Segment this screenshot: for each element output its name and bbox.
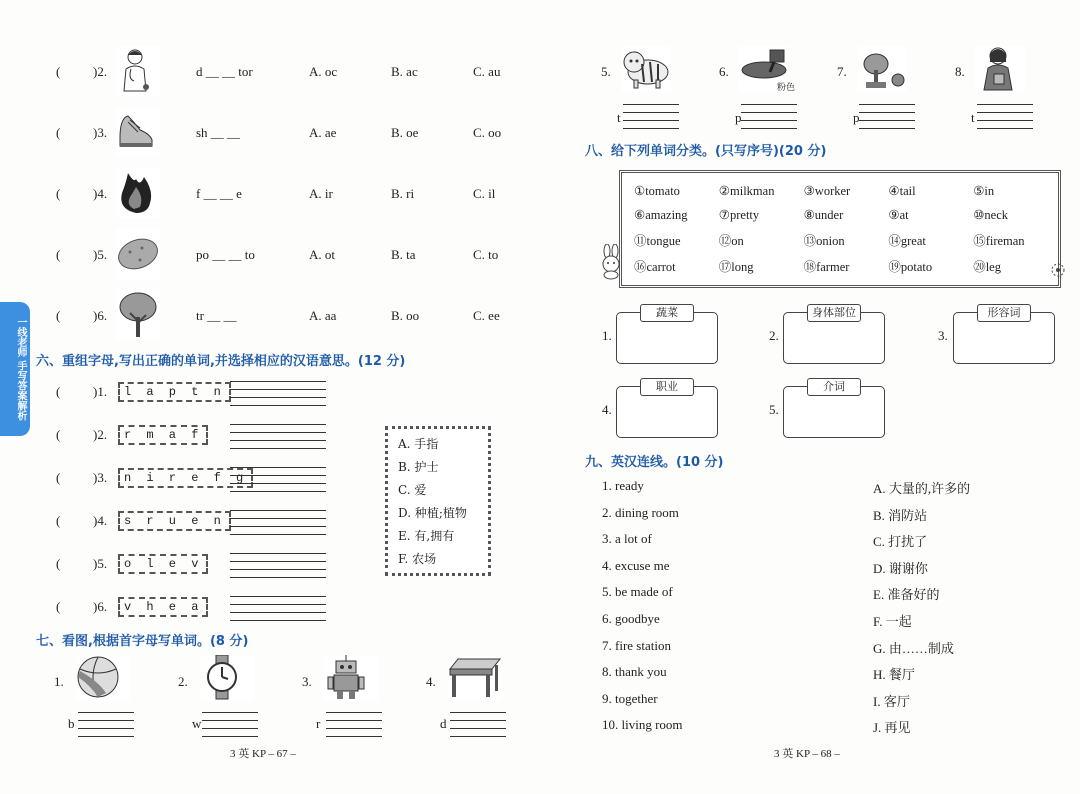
match-english-item[interactable]: 10. living room (602, 717, 683, 733)
option-item: B. 护士 (398, 460, 439, 474)
first-letter: w (192, 716, 202, 731)
match-english-item[interactable]: 6. goodbye (602, 611, 660, 626)
paren: ( (56, 64, 61, 79)
question-number: )6. (93, 599, 108, 614)
paren: ( (56, 125, 61, 140)
option-c[interactable]: C. oo (473, 125, 502, 140)
paren: ( (56, 384, 61, 399)
word-item: ⑪tongue (634, 234, 681, 248)
first-letter: p (735, 110, 742, 125)
paren: ( (56, 427, 61, 442)
options-box (385, 426, 491, 576)
item-number: 6. (719, 64, 729, 79)
tiger-icon (621, 46, 671, 92)
shoe-icon (116, 107, 160, 157)
answer-lines[interactable] (230, 546, 326, 578)
option-item: F. 农场 (398, 552, 437, 566)
word-item: ⑭great (888, 234, 926, 248)
question-number: )4. (93, 186, 108, 201)
match-english-item[interactable]: 2. dining room (602, 504, 679, 520)
match-chinese-item[interactable]: D. 谢谢你 (873, 560, 928, 576)
answer-lines[interactable] (230, 460, 326, 492)
answer-lines[interactable] (230, 503, 326, 535)
question-number: )6. (93, 308, 108, 323)
option-b[interactable]: B. ta (391, 247, 416, 262)
ball-icon (76, 655, 130, 701)
word-item: ⑥amazing (634, 208, 688, 222)
match-english-item[interactable]: 3. a lot of (602, 531, 652, 547)
option-c[interactable]: C. to (473, 247, 499, 262)
category-number: 5. (769, 402, 779, 417)
word-item: ⑲potato (888, 260, 933, 274)
item-number: 2. (178, 674, 188, 689)
option-item: A. 手指 (398, 437, 439, 451)
section-6-title: 六、重组字母,写出正确的单词,并选择相应的汉语意思。(12 分) (36, 354, 406, 369)
option-item: C. 爱 (398, 483, 427, 497)
word-item: ⑧under (803, 208, 844, 222)
word-item: ⑬onion (803, 234, 845, 248)
word-item: ⑱farmer (803, 260, 850, 274)
match-english-item[interactable]: 1. ready (602, 478, 644, 493)
match-chinese-item[interactable]: G. 由……制成 (873, 640, 954, 656)
word-item: ①tomato (634, 184, 680, 198)
word-item: ⑯carrot (634, 260, 676, 274)
match-chinese-item[interactable]: A. 大量的,许多的 (873, 481, 971, 496)
answer-lines[interactable] (977, 97, 1033, 129)
item-number: 1. (54, 674, 64, 689)
item-number: 4. (426, 674, 436, 689)
word-item: ⑤in (973, 184, 995, 198)
word-bank (619, 170, 1061, 288)
category-number: 4. (602, 402, 612, 417)
paren: ( (56, 599, 61, 614)
match-chinese-item[interactable]: E. 准备好的 (873, 587, 940, 603)
letter-box: o l e v (118, 554, 208, 574)
question-number: )3. (93, 125, 108, 140)
fire-icon (116, 168, 160, 218)
letter-box: n i r e f g (118, 468, 253, 488)
word-pattern: d __ __ tor (196, 64, 253, 79)
right-footer: 3 英 KP – 68 – (774, 748, 840, 760)
answer-lines[interactable] (859, 97, 915, 129)
question-number: )5. (93, 556, 108, 571)
first-letter: p (853, 110, 860, 125)
letter-box: v h e a (118, 597, 208, 617)
first-letter: d (440, 716, 447, 731)
option-a[interactable]: A. aa (309, 308, 337, 323)
match-chinese-item[interactable]: B. 消防站 (873, 507, 928, 523)
option-item: D. 种植;植物 (398, 506, 467, 520)
letter-box: r m a f (118, 425, 208, 445)
match-english-item[interactable]: 9. together (602, 690, 658, 706)
option-a[interactable]: A. ae (309, 125, 337, 140)
category-label: 职业 (640, 378, 694, 396)
flower-icon (1050, 262, 1066, 278)
word-item: ②milkman (718, 184, 775, 198)
match-english-item[interactable]: 8. thank you (602, 664, 667, 680)
answer-lines[interactable] (623, 97, 679, 129)
answer-lines[interactable] (450, 705, 506, 737)
question-number: )3. (93, 470, 108, 485)
desk-icon (448, 655, 502, 701)
question-number: )4. (93, 513, 108, 528)
option-a[interactable]: A. oc (309, 64, 338, 79)
word-pattern: sh __ __ (196, 125, 241, 140)
option-b[interactable]: B. oo (391, 308, 420, 323)
option-item: E. 有,拥有 (398, 529, 455, 543)
answer-lines[interactable] (202, 705, 258, 737)
item-number: 3. (302, 674, 312, 689)
answer-lines[interactable] (230, 417, 326, 449)
word-item: ⑦pretty (718, 208, 760, 222)
paren: ( (56, 513, 61, 528)
match-english-item[interactable]: 5. be made of (602, 584, 673, 600)
teacher-icon (975, 46, 1025, 92)
left-footer: 3 英 KP – 67 – (230, 748, 296, 760)
answer-lines[interactable] (230, 374, 326, 406)
question-number: )2. (93, 64, 108, 79)
category-number: 3. (938, 328, 948, 343)
word-item: ④tail (888, 184, 916, 198)
option-b[interactable]: B. ac (391, 64, 418, 79)
option-c[interactable]: C. ee (473, 308, 500, 323)
first-letter: t (617, 110, 621, 125)
question-number: )1. (93, 384, 108, 399)
question-number: )2. (93, 427, 108, 442)
answer-lines[interactable] (78, 705, 134, 737)
section-9-title: 九、英汉连线。(10 分) (585, 455, 724, 470)
answer-lines[interactable] (326, 705, 382, 737)
option-a[interactable]: A. ot (309, 247, 335, 262)
paint-caption: 粉色 (777, 82, 796, 92)
side-tab: 一线老师 手写答案解析 (0, 302, 30, 436)
bunny-icon (598, 244, 624, 280)
tree-icon (116, 290, 160, 340)
category-number: 2. (769, 328, 779, 343)
category-label: 介词 (807, 378, 861, 396)
paren: ( (56, 247, 61, 262)
option-c[interactable]: C. il (473, 186, 496, 201)
word-pattern: tr __ __ (196, 308, 237, 323)
word-item: ⑰long (718, 260, 754, 274)
potato-icon (116, 229, 160, 279)
match-english-item[interactable]: 7. fire station (602, 637, 671, 653)
word-item: ⑳leg (973, 260, 1001, 274)
first-letter: r (316, 716, 321, 731)
category-label: 蔬菜 (640, 304, 694, 322)
category-number: 1. (602, 328, 612, 343)
paren: ( (56, 186, 61, 201)
item-number: 5. (601, 64, 611, 79)
word-pattern: f __ __ e (196, 186, 242, 201)
plant-icon (857, 46, 907, 92)
match-chinese-item[interactable]: F. 一起 (873, 614, 912, 629)
word-item: ⑨at (888, 208, 909, 222)
letter-box: s r u e n (118, 511, 231, 531)
word-item: ⑮fireman (973, 234, 1025, 248)
paren: ( (56, 556, 61, 571)
answer-lines[interactable] (230, 589, 326, 621)
word-pattern: po __ __ to (196, 247, 255, 262)
option-b[interactable]: B. ri (391, 186, 415, 201)
first-letter: b (68, 716, 75, 731)
section-7-title: 七、看图,根据首字母写单词。(8 分) (36, 634, 249, 649)
match-chinese-item[interactable]: C. 打扰了 (873, 534, 928, 550)
question-number: )5. (93, 247, 108, 262)
doctor-icon (116, 46, 160, 96)
first-letter: t (971, 110, 975, 125)
paren: ( (56, 470, 61, 485)
watch-icon (200, 655, 254, 701)
word-item: ⑫on (718, 234, 744, 248)
word-item: ⑩neck (973, 208, 1008, 222)
match-english-item[interactable]: 4. excuse me (602, 557, 670, 573)
option-b[interactable]: B. oe (391, 125, 419, 140)
item-number: 7. (837, 64, 847, 79)
item-number: 8. (955, 64, 965, 79)
option-c[interactable]: C. au (473, 64, 501, 79)
match-chinese-item[interactable]: H. 餐厅 (873, 667, 915, 683)
word-item: ③worker (803, 184, 851, 198)
match-chinese-item[interactable]: J. 再见 (873, 720, 911, 736)
robot-icon (324, 655, 378, 701)
letter-box: l a p t n (118, 382, 231, 402)
section-8-title: 八、给下列单词分类。(只写序号)(20 分) (585, 144, 827, 159)
match-chinese-item[interactable]: I. 客厅 (873, 693, 910, 709)
category-label: 形容词 (977, 304, 1031, 322)
answer-lines[interactable] (741, 97, 797, 129)
category-label: 身体部位 (807, 304, 861, 322)
option-a[interactable]: A. ir (309, 186, 333, 201)
paren: ( (56, 308, 61, 323)
